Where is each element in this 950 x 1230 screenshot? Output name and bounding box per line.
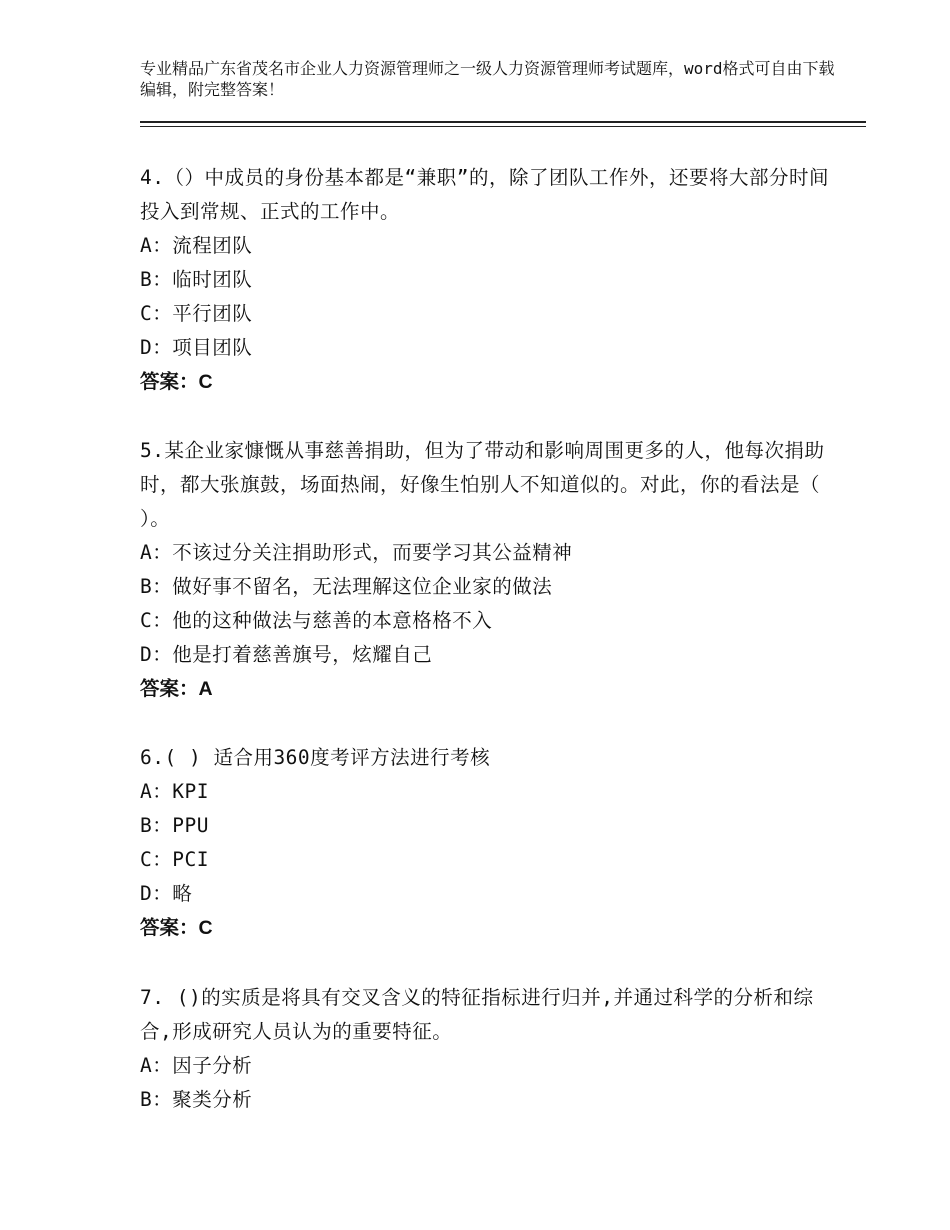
option-d: D：他是打着慈善旗号，炫耀自己 xyxy=(140,643,433,666)
header-divider-thin xyxy=(140,126,866,127)
option-b: B：临时团队 xyxy=(140,268,253,291)
question-stem: 5.某企业家慷慨从事慈善捐助，但为了带动和影响周围更多的人，他每次捐助时，都大张旗鼓，场面热闹，好像生怕别人不知道似的。对此，你的看法是（ ）。 xyxy=(140,439,825,530)
option-a: A：KPI xyxy=(140,780,209,803)
answer-value: C xyxy=(198,917,213,939)
answer-value: A xyxy=(198,678,213,700)
answer-label: 答案： xyxy=(140,677,199,700)
question-4 xyxy=(140,161,830,399)
header-divider-thick xyxy=(140,121,866,123)
option-c: C：他的这种做法与慈善的本意格格不入 xyxy=(140,609,493,632)
answer-line xyxy=(140,672,830,706)
option-d: D：项目团队 xyxy=(140,336,253,359)
option-b: B：PPU xyxy=(140,814,209,837)
option-c: C：平行团队 xyxy=(140,302,253,325)
question-6 xyxy=(140,741,830,945)
option-a: A：因子分析 xyxy=(140,1054,253,1077)
answer-label: 答案： xyxy=(140,916,199,939)
option-d: D：略 xyxy=(140,882,193,905)
question-stem: 6.( ) 适合用360度考评方法进行考核 xyxy=(140,746,491,769)
option-a: A：不该过分关注捐助形式，而要学习其公益精神 xyxy=(140,541,573,564)
answer-value: C xyxy=(198,371,213,393)
answer-line xyxy=(140,365,830,399)
document-header: 专业精品广东省茂名市企业人力资源管理师之一级人力资源管理师考试题库，word格式可自由下载编辑，附完整答案！ xyxy=(140,59,835,99)
question-7 xyxy=(140,981,830,1117)
question-5 xyxy=(140,434,830,706)
answer-line xyxy=(140,911,830,945)
option-c: C：PCI xyxy=(140,848,209,871)
option-b: B：做好事不留名，无法理解这位企业家的做法 xyxy=(140,575,553,598)
option-a: A：流程团队 xyxy=(140,234,253,257)
question-stem: 7. ()的实质是将具有交叉含义的特征指标进行归并,并通过科学的分析和综合,形成研究人员认为的重要特征。 xyxy=(140,986,814,1043)
option-b: B：聚类分析 xyxy=(140,1088,253,1111)
question-stem: 4.（）中成员的身份基本都是“兼职”的，除了团队工作外，还要将大部分时间 投入到常规、正式的工作中。 xyxy=(140,166,829,223)
answer-label: 答案： xyxy=(140,370,199,393)
